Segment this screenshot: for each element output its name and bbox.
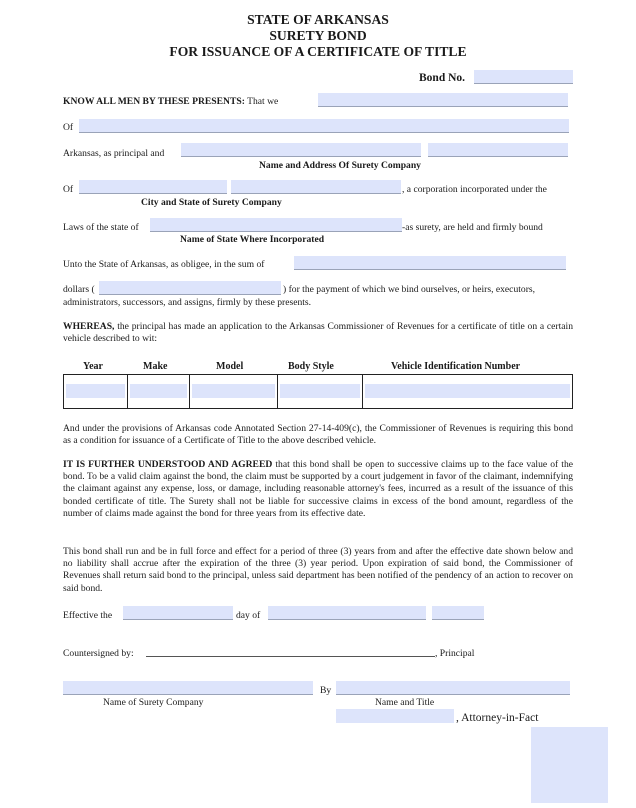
vin-field[interactable] xyxy=(365,384,570,398)
form-title-state: STATE OF ARKANSAS xyxy=(247,12,389,27)
col-body-style: Body Style xyxy=(288,361,334,372)
surety-held-text: -as surety, are held and firmly bound xyxy=(402,222,543,233)
whereas-rest: the principal has made an application to the Arkansas Commissioner of Revenues for a certificate of title on a certain vehicle described to wit: xyxy=(63,321,573,345)
know-all-rest: That we xyxy=(247,96,279,107)
notary-seal-area[interactable] xyxy=(531,727,608,803)
vin-cell[interactable] xyxy=(363,375,573,409)
whereas-lead: WHEREAS, xyxy=(63,321,115,332)
city-state-caption: City and State of Surety Company xyxy=(141,197,282,208)
model-field[interactable] xyxy=(192,384,275,398)
form-title-bond: SURETY BOND xyxy=(269,28,367,43)
countersigned-line[interactable] xyxy=(146,656,435,657)
col-year: Year xyxy=(83,361,103,372)
administrators-text: administrators, successors, and assigns, firmly by these presents. xyxy=(63,297,312,308)
make-field[interactable] xyxy=(130,384,187,398)
attorney-name-field[interactable] xyxy=(336,681,570,695)
force-paragraph: This bond shall run and be in full force and effect for a period of three (3) years from and after the effective date shown below and no liability shall accrue after the expiration of the three (3) year period. Upon expiration of said bond, the Commissioner of Revenues shall return said bond to the principal, unless said department has been notified of the pendency of an action to recover on said bond. xyxy=(63,546,573,594)
surety-address-field[interactable] xyxy=(428,143,568,157)
further-lead: IT IS FURTHER UNDERSTOOD AND AGREED xyxy=(63,459,273,470)
surety-company-sign-field[interactable] xyxy=(63,681,313,695)
day-of-label: day of xyxy=(236,610,261,621)
countersigned-label: Countersigned by: xyxy=(63,648,134,659)
attorney-title-field[interactable] xyxy=(336,709,454,723)
col-model: Model xyxy=(216,361,244,372)
state-incorporated-field[interactable] xyxy=(150,218,402,232)
sum-amount-field[interactable] xyxy=(99,281,281,295)
surety-city-field[interactable] xyxy=(79,180,227,194)
year-cell[interactable] xyxy=(64,375,128,409)
bond-no-field[interactable] xyxy=(474,70,573,84)
make-cell[interactable] xyxy=(128,375,190,409)
obligee-text: Unto the State of Arkansas, as obligee, in the sum of xyxy=(63,259,265,270)
of-label: Of xyxy=(63,122,74,133)
dollars-label: dollars ( xyxy=(63,284,95,295)
effective-day-field[interactable] xyxy=(123,606,233,620)
bond-no-label: Bond No. xyxy=(419,72,466,84)
form-title-purpose: FOR ISSUANCE OF A CERTIFICATE OF TITLE xyxy=(169,44,467,59)
know-all-lead: KNOW ALL MEN BY THESE PRESENTS: xyxy=(63,96,245,107)
laws-label: Laws of the state of xyxy=(63,222,139,233)
know-all-line xyxy=(63,96,278,108)
payment-text: ) for the payment of which we bind ourselves, or heirs, executors, xyxy=(283,284,536,295)
effective-label: Effective the xyxy=(63,610,113,621)
body-style-field[interactable] xyxy=(280,384,360,398)
effective-year-field[interactable] xyxy=(432,606,484,620)
surety-state-field[interactable] xyxy=(231,180,401,194)
vehicle-row xyxy=(64,375,573,409)
surety-name-field[interactable] xyxy=(181,143,421,157)
body-style-cell[interactable] xyxy=(278,375,363,409)
state-incorporated-caption: Name of State Where Incorporated xyxy=(180,234,325,245)
attorney-in-fact-label: , Attorney-in-Fact xyxy=(456,712,539,724)
surety-name-caption: Name and Address Of Surety Company xyxy=(259,160,421,171)
col-vin: Vehicle Identification Number xyxy=(391,361,521,372)
provisions-paragraph: And under the provisions of Arkansas code Annotated Section 27-14-409(c), the Commissioner of Revenues is requiring this bond as a condition for issuance of a Certificate of Title to the above described vehicle. xyxy=(63,423,573,447)
sum-words-field[interactable] xyxy=(294,256,566,270)
principal-label: , Principal xyxy=(435,648,475,659)
principal-address-field[interactable] xyxy=(79,119,569,133)
arkansas-principal-text: Arkansas, as principal and xyxy=(63,148,165,159)
col-make: Make xyxy=(143,361,168,372)
principal-name-field[interactable] xyxy=(318,93,568,107)
further-paragraph xyxy=(63,459,573,520)
vehicle-table xyxy=(63,374,573,409)
by-label: By xyxy=(320,685,332,696)
further-rest: that this bond shall be open to successive claims up to the face value of the bond. To be a valid claim against the bond, the claim must be supported by a court judgement in favor of the claimant, indemnifying the claimant against any expense, loss, or damage, including reasonable attorney's fees, incurred as a result of the issuance of this bonded certificate of title. The Surety shall not be liable for successive claims in excess of the bond amount, regardless of the number of claims made against the bond for three years from its effective date. xyxy=(63,459,573,519)
name-title-caption: Name and Title xyxy=(375,697,435,708)
effective-month-field[interactable] xyxy=(268,606,426,620)
whereas-paragraph xyxy=(63,321,573,345)
of-label-2: Of xyxy=(63,184,74,195)
corporation-text: , a corporation incorporated under the xyxy=(402,184,547,195)
model-cell[interactable] xyxy=(190,375,278,409)
surety-company-caption: Name of Surety Company xyxy=(103,697,204,708)
year-field[interactable] xyxy=(66,384,125,398)
